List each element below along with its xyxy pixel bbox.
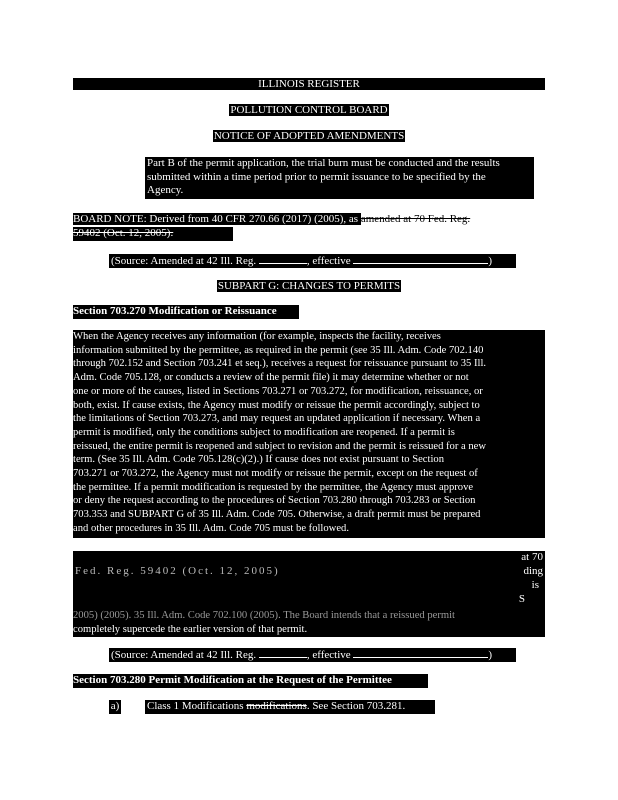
text-line: permit is modified, only the conditions subject to modification are reopened. If a permit is <box>73 426 455 438</box>
board-title-row <box>0 104 618 116</box>
notice-title: NOTICE OF ADOPTED AMENDMENTS <box>213 130 405 142</box>
text-line: 703.271 or 703.272, the Agency must not modify or reissue the permit, except on the request of <box>73 468 478 480</box>
text-line: Agency. <box>147 184 184 197</box>
text-line: 2005) (2005). 35 Ill. Adm. Code 702.100 (2005). The Board intends that a reissued permit <box>73 610 456 621</box>
section-280-item-label <box>109 700 121 714</box>
board-note-line2 <box>73 227 233 241</box>
text-line: or deny the request according to the procedures of Section 703.280 through 703.283 or Section <box>73 495 476 507</box>
subpart-title-row <box>0 280 618 292</box>
source-middle: , effective <box>306 255 354 267</box>
notice-title-row <box>0 130 618 142</box>
source-suffix: ) <box>488 255 493 267</box>
fragment-right-1: at 70 <box>521 551 543 563</box>
text-line: information submitted by the permittee, as required in the permit (see 35 Ill. Adm. Code 702.140 <box>73 344 484 356</box>
section-270-heading <box>73 305 299 319</box>
source-prefix: (Source: Amended at 42 Ill. Reg. <box>111 255 259 267</box>
fragment-left-2: Fed. Reg. 59402 (Oct. 12, 2005) <box>75 565 280 577</box>
text-line: one or more of the causes, listed in Sections 703.271 or 703.272, for modification, reissuance, or <box>73 385 483 397</box>
item-text: Class 1 Modifications <box>147 700 247 712</box>
item-label: a) <box>110 700 120 712</box>
source-prefix: (Source: Amended at 42 Ill. Reg. <box>111 649 259 661</box>
text-line: and other procedures in 35 Ill. Adm. Code 705 must be followed. <box>73 522 349 534</box>
source-note-1 <box>109 254 516 268</box>
board-note <box>73 213 545 227</box>
source-middle: , effective <box>306 649 354 661</box>
text-line: the permittee. If a permit modification is requested by the permittee, the Agency must approve <box>73 481 474 493</box>
text-line: the limitations of Section 703.273, and may request an updated application if necessary. When a <box>73 413 481 425</box>
board-note-deleted: amended at 70 Fed. Reg. <box>360 213 471 225</box>
obscured-paragraph-tail <box>73 609 545 637</box>
text-line: When the Agency receives any information (for example, inspects the facility, receives <box>73 331 441 342</box>
obscured-paragraph-block <box>73 551 545 611</box>
continued-paragraph <box>145 157 534 199</box>
source-note-2 <box>109 648 516 662</box>
register-title: ILLINOIS REGISTER <box>258 78 360 90</box>
text-line: term. (See 35 Ill. Adm. Code 705.128(c)(2).) If cause does not exist pursuant to Section <box>73 454 444 466</box>
fragment-mid-3: is <box>531 579 539 591</box>
board-note-deleted-line2: 59402 (Oct. 12, 2005). <box>73 227 174 239</box>
register-header-bar <box>73 78 545 90</box>
subpart-title: SUBPART G: CHANGES TO PERMITS <box>217 280 401 292</box>
text-line: submitted within a time period prior to permit issuance to be specified by the <box>147 170 486 183</box>
text-line: completely supercede the earlier version of that permit. <box>73 623 308 635</box>
section-270-body <box>73 330 545 538</box>
section-280-item-a <box>145 700 435 714</box>
fragment-right-2: ding <box>523 565 543 577</box>
item-text-suffix: . See Section 703.281. <box>306 700 406 712</box>
board-note-text: BOARD NOTE: Derived from 40 CFR 270.66 (2017) (2005), as <box>73 213 361 225</box>
source-suffix: ) <box>488 649 493 661</box>
item-text-deleted: modifications <box>246 700 307 712</box>
text-line: Part B of the permit application, the trial burn must be conducted and the results <box>147 157 500 169</box>
section-270-heading-text: Section 703.270 Modification or Reissuance <box>73 305 277 317</box>
text-line: 703.353 and SUBPART G of 35 Ill. Adm. Code 705. Otherwise, a draft permit must be prepared <box>73 509 481 521</box>
board-title: POLLUTION CONTROL BOARD <box>230 104 388 116</box>
section-280-heading <box>73 674 428 688</box>
text-line: reissued, the entire permit is reopened and subject to revision and the permit is reissued for a new <box>73 440 487 452</box>
fragment-right-4: S <box>518 593 525 605</box>
section-280-heading-text: Section 703.280 Permit Modification at the Request of the Permittee <box>73 674 392 686</box>
text-line: Adm. Code 705.128, or conducts a review of the permit file) it may determine whether or not <box>73 372 469 384</box>
text-line: through 702.152 and Section 703.241 et seq.), receives a request for reissuance pursuant to 35 Ill. <box>73 358 487 370</box>
text-line: both, exist. If cause exists, the Agency must modify or reissue the permit accordingly, subject to <box>73 399 480 411</box>
